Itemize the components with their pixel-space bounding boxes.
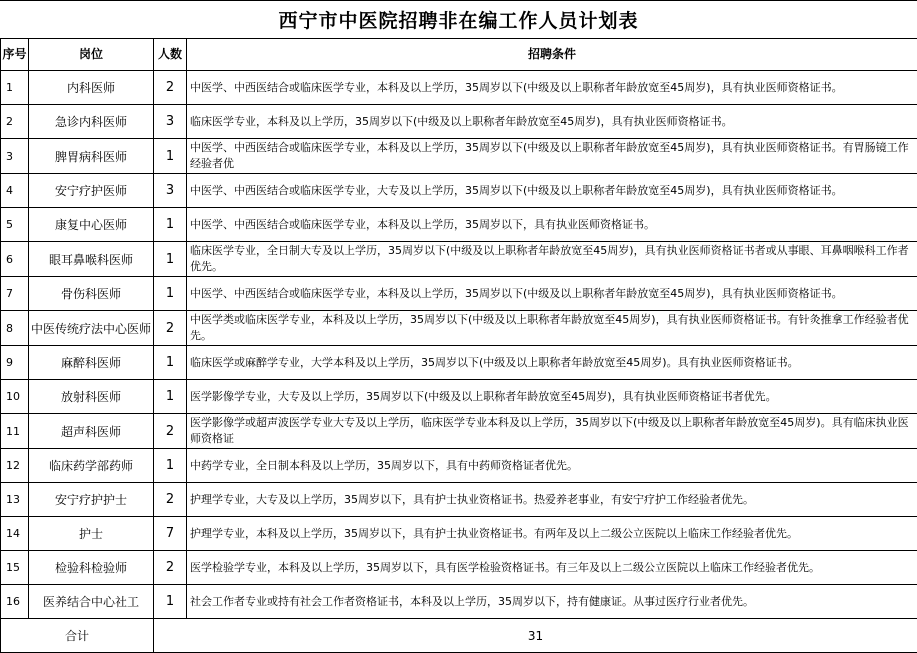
recruitment-table	[0, 38, 917, 653]
row-count: 1	[154, 585, 187, 619]
row-post: 检验科检验师	[29, 551, 154, 585]
row-post: 护士	[29, 517, 154, 551]
table-body	[1, 71, 917, 619]
row-count: 1	[154, 139, 187, 174]
row-number: 10	[1, 380, 29, 414]
table-row	[1, 311, 917, 346]
row-count: 2	[154, 311, 187, 346]
row-requirements: 临床医学专业，全日制大专及以上学历，35周岁以下(中级及以上职称者年龄放宽至45周岁)，具有执业医师资格证书者或从事眼、耳鼻咽喉科工作者优先。	[187, 242, 917, 277]
row-post: 放射科医师	[29, 380, 154, 414]
table-row	[1, 174, 917, 208]
row-number: 12	[1, 449, 29, 483]
table-row	[1, 277, 917, 311]
total-value: 31	[154, 619, 917, 653]
table-row	[1, 346, 917, 380]
row-count: 1	[154, 277, 187, 311]
row-requirements: 中医学、中西医结合或临床医学专业，本科及以上学历，35周岁以下(中级及以上职称者年龄放宽至45周岁)，具有执业医师资格证书。有胃肠镜工作经验者优	[187, 139, 917, 174]
row-number: 13	[1, 483, 29, 517]
total-row	[1, 619, 917, 653]
row-count: 2	[154, 71, 187, 105]
table-row	[1, 585, 917, 619]
row-post: 康复中心医师	[29, 208, 154, 242]
row-requirements: 中医学类或临床医学专业，本科及以上学历，35周岁以下(中级及以上职称者年龄放宽至45周岁)，具有执业医师资格证书。有针灸推拿工作经验者优先。	[187, 311, 917, 346]
header-post: 岗位	[29, 39, 154, 71]
row-number: 9	[1, 346, 29, 380]
row-requirements: 临床医学专业，本科及以上学历，35周岁以下(中级及以上职称者年龄放宽至45周岁)，具有执业医师资格证书。	[187, 105, 917, 139]
row-number: 11	[1, 414, 29, 449]
row-post: 麻醉科医师	[29, 346, 154, 380]
row-count: 1	[154, 449, 187, 483]
row-post: 中医传统疗法中心医师	[29, 311, 154, 346]
table-row	[1, 208, 917, 242]
total-label: 合计	[1, 619, 154, 653]
row-requirements: 护理学专业，大专及以上学历，35周岁以下，具有护士执业资格证书。热爱养老事业，有安宁疗护工作经验者优先。	[187, 483, 917, 517]
row-number: 6	[1, 242, 29, 277]
row-requirements: 医学检验学专业，本科及以上学历，35周岁以下，具有医学检验资格证书。有三年及以上二级公立医院以上临床工作经验者优先。	[187, 551, 917, 585]
row-count: 1	[154, 208, 187, 242]
page-title: 西宁市中医院招聘非在编工作人员计划表	[0, 0, 917, 38]
header-count: 人数	[154, 39, 187, 71]
row-count: 2	[154, 414, 187, 449]
row-requirements: 中医学、中西医结合或临床医学专业，大专及以上学历，35周岁以下(中级及以上职称者年龄放宽至45周岁)，具有执业医师资格证书。	[187, 174, 917, 208]
table-row	[1, 517, 917, 551]
row-post: 安宁疗护医师	[29, 174, 154, 208]
row-number: 7	[1, 277, 29, 311]
row-count: 1	[154, 242, 187, 277]
table-row	[1, 242, 917, 277]
row-number: 4	[1, 174, 29, 208]
row-count: 1	[154, 346, 187, 380]
header-row	[1, 39, 917, 71]
row-requirements: 中药学专业，全日制本科及以上学历，35周岁以下，具有中药师资格证者优先。	[187, 449, 917, 483]
row-count: 1	[154, 380, 187, 414]
table-row	[1, 449, 917, 483]
table-row	[1, 139, 917, 174]
row-requirements: 医学影像学专业，大专及以上学历，35周岁以下(中级及以上职称者年龄放宽至45周岁)，具有执业医师资格证书者优先。	[187, 380, 917, 414]
row-requirements: 中医学、中西医结合或临床医学专业，本科及以上学历，35周岁以下(中级及以上职称者年龄放宽至45周岁)，具有执业医师资格证书。	[187, 71, 917, 105]
row-count: 3	[154, 105, 187, 139]
row-number: 8	[1, 311, 29, 346]
row-post: 临床药学部药师	[29, 449, 154, 483]
row-post: 安宁疗护护士	[29, 483, 154, 517]
table-row	[1, 483, 917, 517]
row-post: 急诊内科医师	[29, 105, 154, 139]
row-count: 2	[154, 483, 187, 517]
table-row	[1, 71, 917, 105]
row-requirements: 医学影像学或超声波医学专业大专及以上学历，临床医学专业本科及以上学历，35周岁以下(中级及以上职称者年龄放宽至45周岁)。具有临床执业医师资格证	[187, 414, 917, 449]
row-number: 2	[1, 105, 29, 139]
row-post: 眼耳鼻喉科医师	[29, 242, 154, 277]
row-post: 脾胃病科医师	[29, 139, 154, 174]
row-requirements: 临床医学或麻醉学专业，大学本科及以上学历，35周岁以下(中级及以上职称者年龄放宽至45周岁)。具有执业医师资格证书。	[187, 346, 917, 380]
table-row	[1, 414, 917, 449]
row-requirements: 社会工作者专业或持有社会工作者资格证书，本科及以上学历，35周岁以下，持有健康证。从事过医疗行业者优先。	[187, 585, 917, 619]
row-requirements: 中医学、中西医结合或临床医学专业，本科及以上学历，35周岁以下(中级及以上职称者年龄放宽至45周岁)，具有执业医师资格证书。	[187, 277, 917, 311]
row-post: 内科医师	[29, 71, 154, 105]
table-row	[1, 380, 917, 414]
row-number: 3	[1, 139, 29, 174]
row-count: 3	[154, 174, 187, 208]
row-number: 1	[1, 71, 29, 105]
row-number: 15	[1, 551, 29, 585]
header-requirements: 招聘条件	[187, 39, 917, 71]
row-post: 超声科医师	[29, 414, 154, 449]
row-count: 2	[154, 551, 187, 585]
row-number: 16	[1, 585, 29, 619]
table-row	[1, 551, 917, 585]
row-post: 医养结合中心社工	[29, 585, 154, 619]
row-post: 骨伤科医师	[29, 277, 154, 311]
row-requirements: 中医学、中西医结合或临床医学专业，本科及以上学历，35周岁以下，具有执业医师资格证书。	[187, 208, 917, 242]
header-no: 序号	[1, 39, 29, 71]
row-count: 7	[154, 517, 187, 551]
row-number: 14	[1, 517, 29, 551]
row-number: 5	[1, 208, 29, 242]
row-requirements: 护理学专业，本科及以上学历，35周岁以下，具有护士执业资格证书。有两年及以上二级公立医院以上临床工作经验者优先。	[187, 517, 917, 551]
table-row	[1, 105, 917, 139]
